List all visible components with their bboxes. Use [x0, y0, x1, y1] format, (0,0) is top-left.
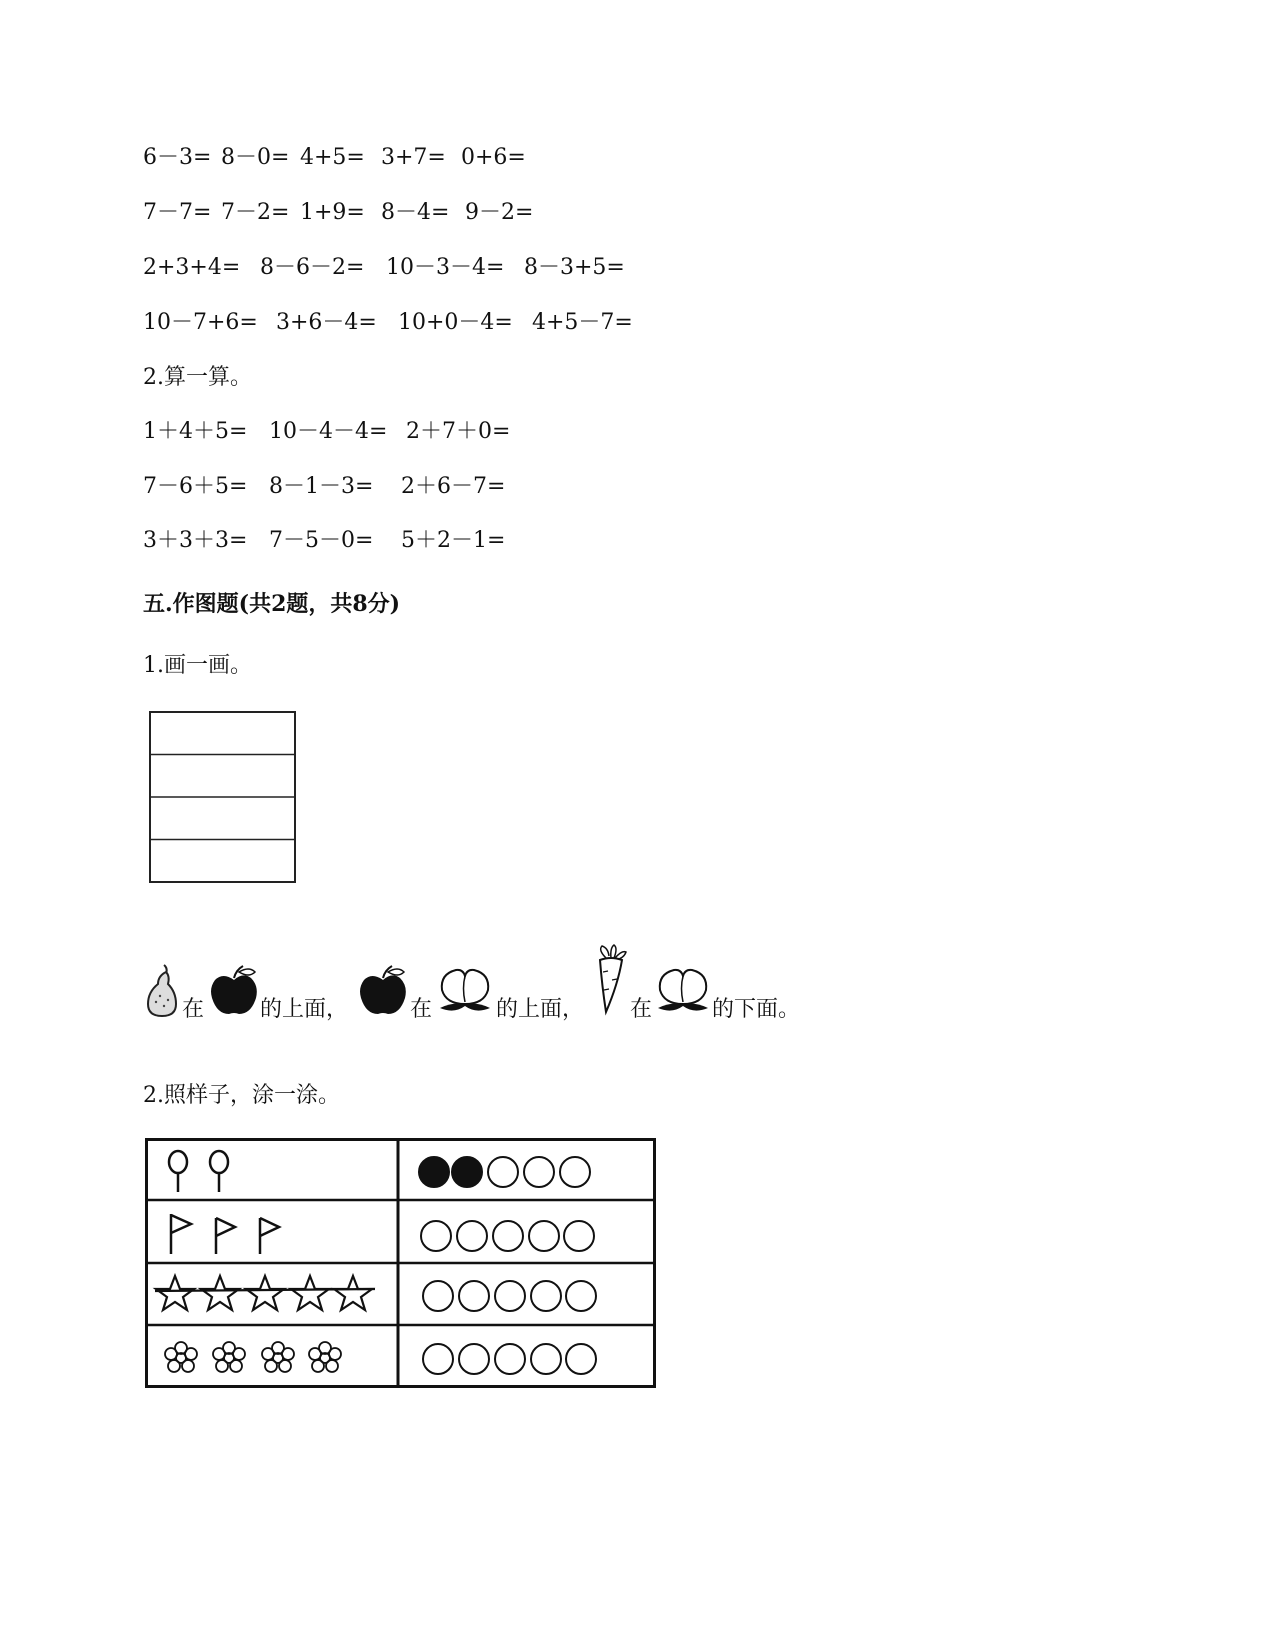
flower-icon: [165, 1342, 197, 1372]
equation: 10－3－4=: [386, 255, 505, 280]
empty-circle: [564, 1221, 594, 1251]
empty-circle: [459, 1344, 489, 1374]
empty-circle: [493, 1221, 523, 1251]
equation: 1＋4＋5=: [143, 419, 248, 444]
balloon-icon: [169, 1151, 187, 1192]
flower-icon: [213, 1342, 245, 1372]
equation: 8－3+5=: [524, 255, 625, 280]
star-icon: [291, 1276, 329, 1310]
apple-icon: [209, 964, 259, 1016]
equation: 7－2=: [221, 200, 290, 225]
empty-circle: [423, 1281, 453, 1311]
flag-icon: [171, 1214, 191, 1254]
question-title: 2.算一算。: [143, 365, 252, 390]
star-icon: [201, 1276, 239, 1310]
star-icon: [156, 1276, 194, 1310]
empty-circle: [566, 1281, 596, 1311]
equation: 4+5－7=: [532, 310, 633, 335]
equation: 3+6－4=: [276, 310, 377, 335]
equation: 10－7+6=: [143, 310, 258, 335]
empty-circle: [457, 1221, 487, 1251]
equation: 7－5－0=: [269, 528, 374, 553]
sentence-text: 在: [182, 997, 205, 1022]
equation: 2＋7＋0=: [406, 419, 511, 444]
equation: 8－0=: [221, 145, 290, 170]
empty-circle: [531, 1344, 561, 1374]
pear-icon: [144, 962, 180, 1018]
empty-circle: [560, 1157, 590, 1187]
equation: 9－2=: [465, 200, 534, 225]
equation: 4+5=: [300, 145, 365, 170]
sentence-text: 的下面。: [712, 997, 801, 1022]
empty-circle: [488, 1157, 518, 1187]
question-title: 1.画一画。: [143, 653, 252, 678]
balloon-icon: [210, 1151, 228, 1192]
equation: 3＋3＋3=: [143, 528, 248, 553]
star-icon: [246, 1276, 284, 1310]
flag-icon: [260, 1218, 279, 1254]
equation: 5＋2－1=: [401, 528, 506, 553]
equation: 7－6＋5=: [143, 474, 248, 499]
equation: 8－4=: [381, 200, 450, 225]
equation: 2＋6－7=: [401, 474, 506, 499]
sentence-text: 在: [630, 997, 653, 1022]
empty-circle: [421, 1221, 451, 1251]
empty-circle: [495, 1281, 525, 1311]
peach-icon: [654, 966, 712, 1014]
peach-icon: [436, 966, 494, 1014]
equation: 0+6=: [461, 145, 526, 170]
section-heading: 五.作图题(共2题，共8分): [143, 591, 401, 617]
star-icon: [334, 1276, 372, 1310]
coloring-table: [145, 1138, 657, 1390]
drawing-grid: [148, 710, 298, 885]
equation: 7－7=: [143, 200, 212, 225]
equation: 10+0－4=: [398, 310, 513, 335]
equation: 10－4－4=: [269, 419, 388, 444]
filled-circle: [452, 1157, 482, 1187]
filled-circle: [419, 1157, 449, 1187]
empty-circle: [531, 1281, 561, 1311]
equation: 2+3+4=: [143, 255, 241, 280]
flower-icon: [309, 1342, 341, 1372]
empty-circle: [524, 1157, 554, 1187]
apple-icon: [358, 964, 408, 1016]
equation: 1+9=: [300, 200, 365, 225]
sentence-text: 的上面，: [260, 997, 349, 1022]
equation: 6－3=: [143, 145, 212, 170]
empty-circle: [423, 1344, 453, 1374]
flower-icon: [262, 1342, 294, 1372]
empty-circle: [566, 1344, 596, 1374]
equation: 8－1－3=: [269, 474, 374, 499]
empty-circle: [495, 1344, 525, 1374]
flag-icon: [216, 1218, 235, 1254]
carrot-icon: [594, 944, 628, 1016]
question-title: 2.照样子，涂一涂。: [143, 1083, 340, 1108]
equation: 3+7=: [381, 145, 446, 170]
sentence-text: 的上面，: [496, 997, 585, 1022]
empty-circle: [529, 1221, 559, 1251]
equation: 8－6－2=: [260, 255, 365, 280]
empty-circle: [459, 1281, 489, 1311]
sentence-text: 在: [410, 997, 433, 1022]
